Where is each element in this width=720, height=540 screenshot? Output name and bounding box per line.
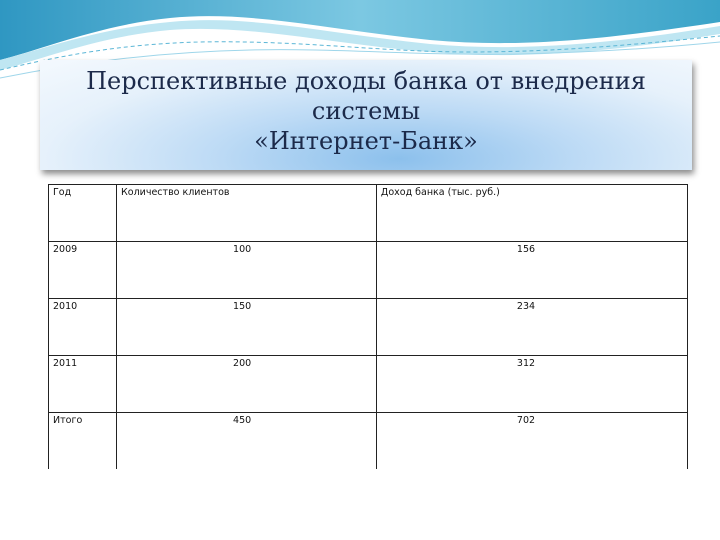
table-row xyxy=(49,242,688,299)
cell-clients: 150 xyxy=(117,299,377,356)
title-box xyxy=(40,60,692,170)
cell-income: 312 xyxy=(376,356,687,413)
header-clients: Количество клиентов xyxy=(117,185,377,242)
slide-title-line-2: «Интернет-Банк» xyxy=(254,127,478,155)
table-row xyxy=(49,356,688,413)
header-income: Доход банка (тыс. руб.) xyxy=(376,185,687,242)
cell-year: 2011 xyxy=(49,356,117,413)
slide-title xyxy=(40,66,692,156)
cell-income-total: 702 xyxy=(376,413,687,470)
income-table xyxy=(48,184,688,469)
header-year: Год xyxy=(49,185,117,242)
cell-income: 234 xyxy=(376,299,687,356)
cell-income: 156 xyxy=(376,242,687,299)
table-header-row xyxy=(49,185,688,242)
cell-clients-total: 450 xyxy=(117,413,377,470)
slide-title-line-1: Перспективные доходы банка от внедрения системы xyxy=(86,67,646,125)
cell-clients: 200 xyxy=(117,356,377,413)
cell-year: 2010 xyxy=(49,299,117,356)
cell-total-label: Итого xyxy=(49,413,117,470)
table-row-total xyxy=(49,413,688,470)
cell-clients: 100 xyxy=(117,242,377,299)
table-row xyxy=(49,299,688,356)
cell-year: 2009 xyxy=(49,242,117,299)
